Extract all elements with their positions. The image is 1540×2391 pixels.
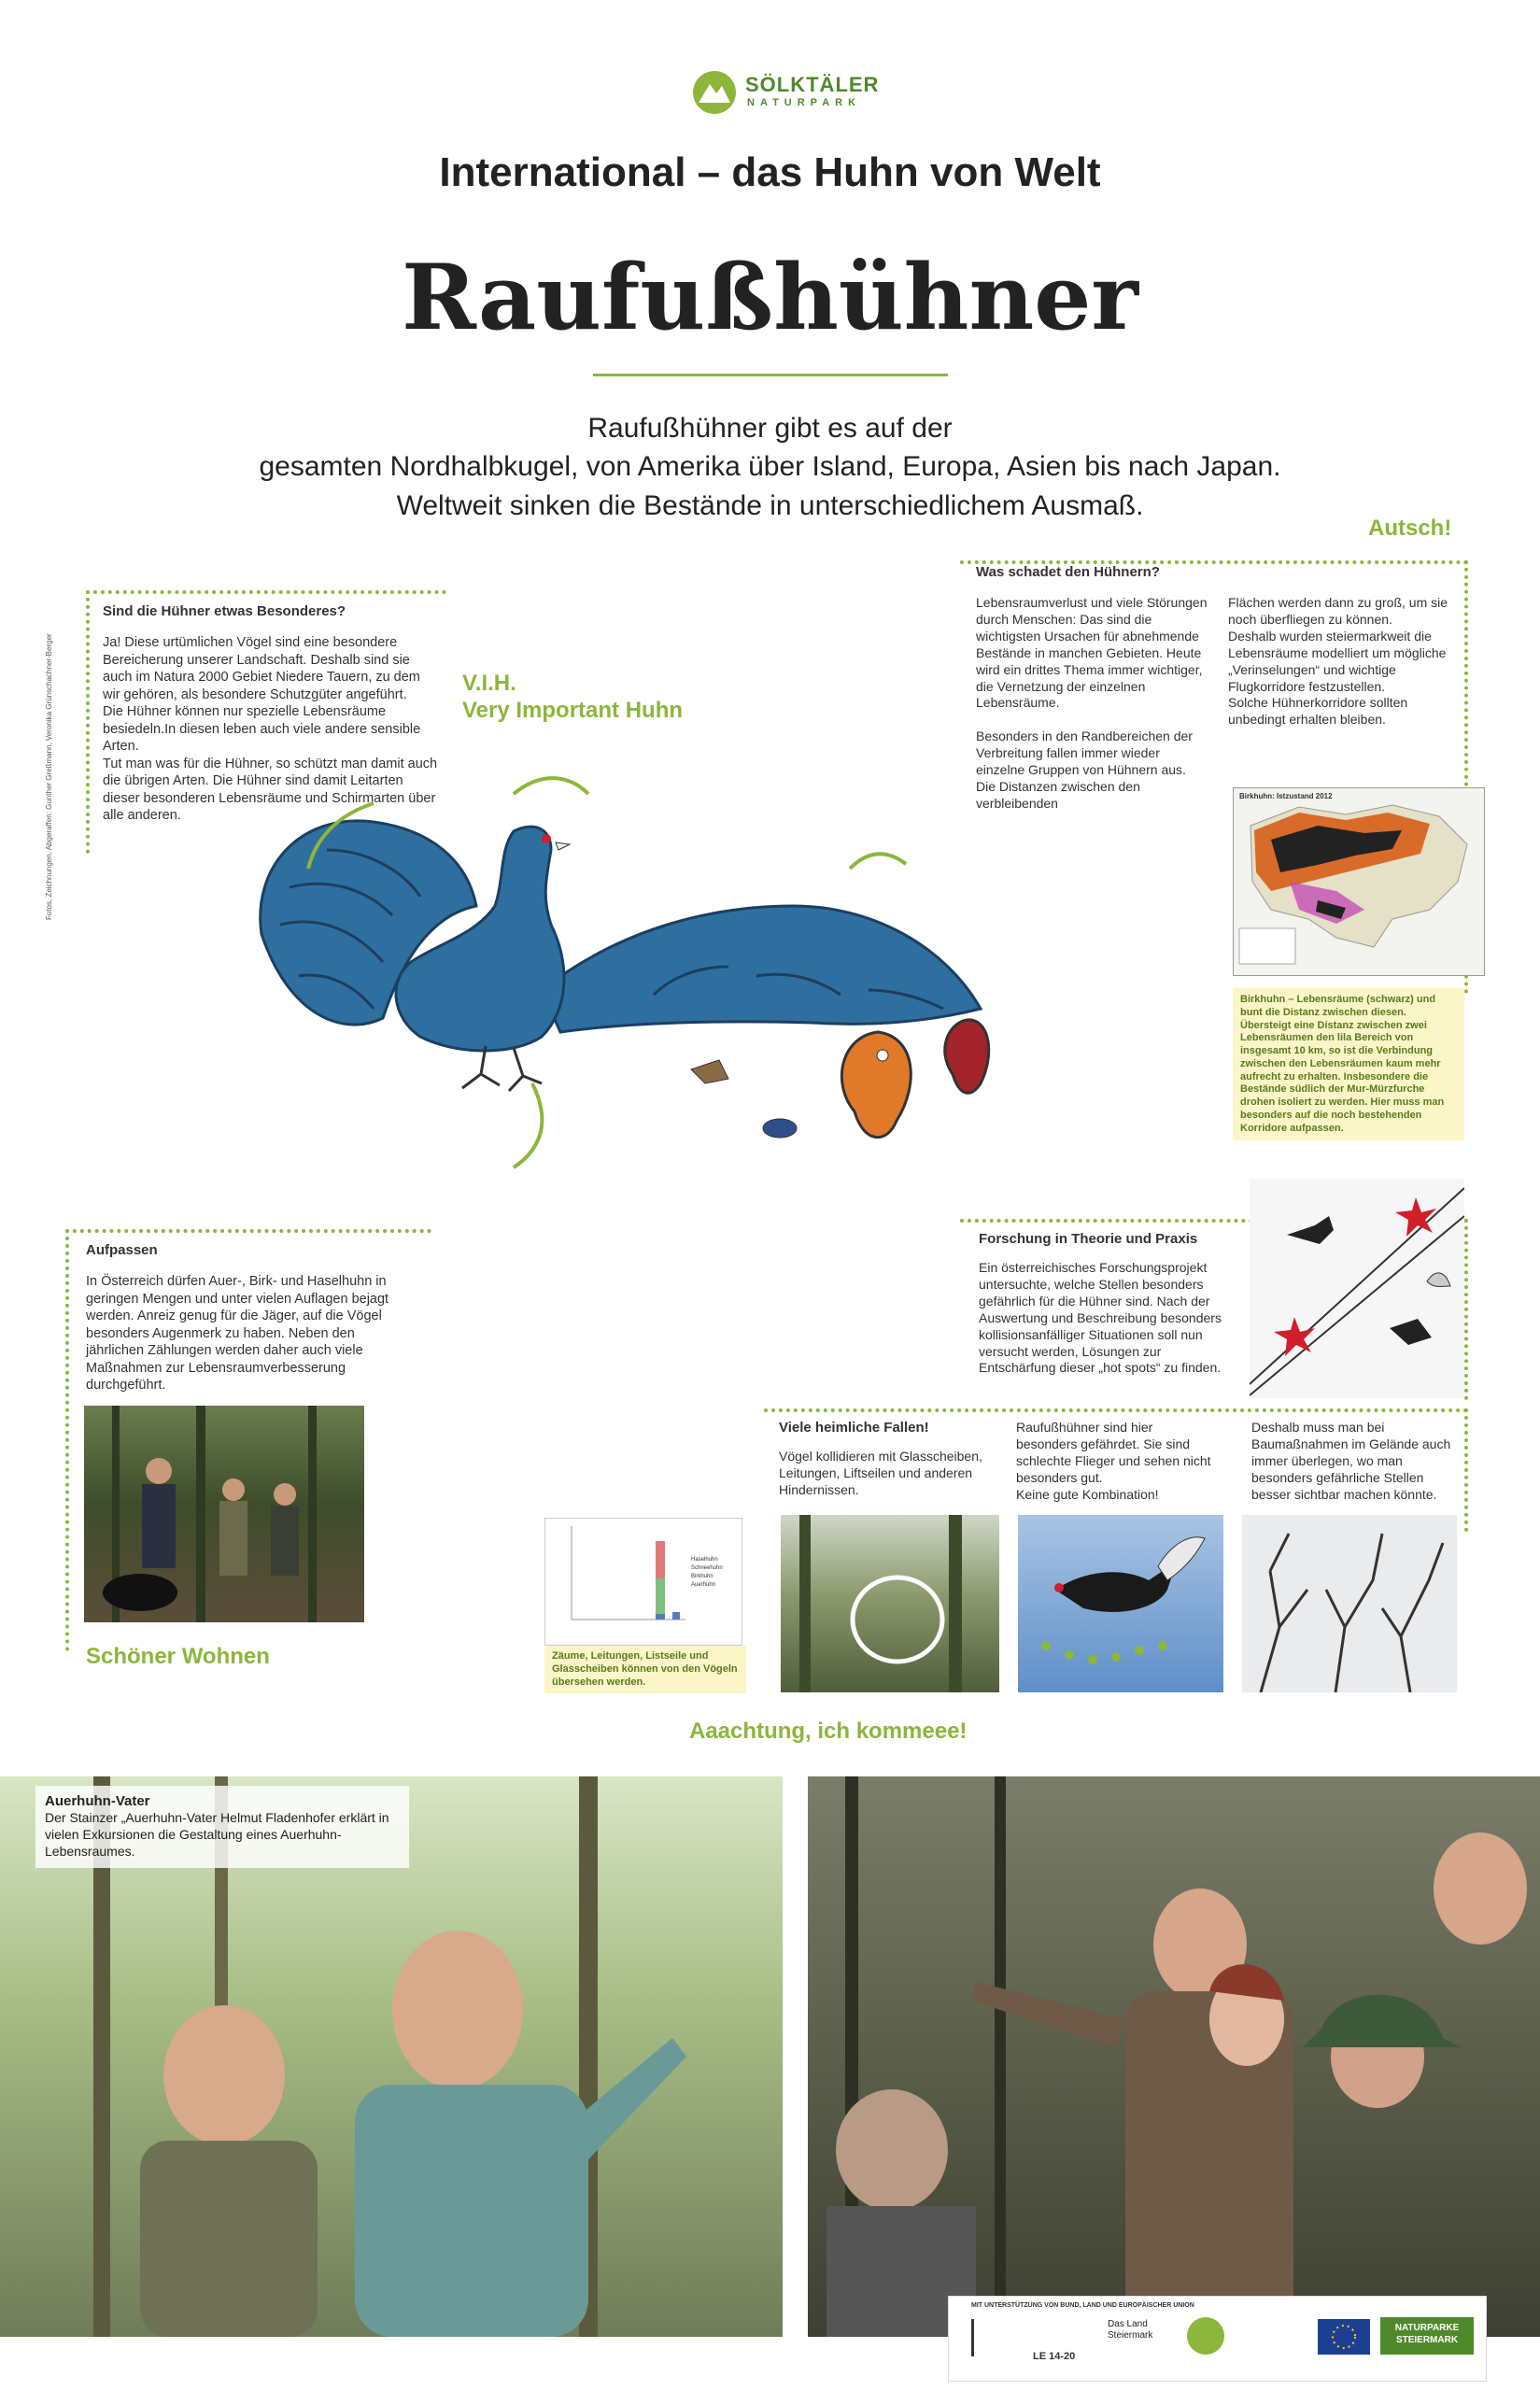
- title-rule: [593, 374, 948, 376]
- map-caption: Birkhuhn – Lebensräume (schwarz) und bunt die Distanz zwischen diesen. Übersteigt eine Distanz zwischen zwei Lebensräumen den lila Bereich von insgesamt 10 km, so ist die Verbindung zwischen den Lebensräumen kaum mehr aufrecht zu erhalten. Insbesondere die Bestände südlich der Mur-Mürzfurche drohen isoliert zu werden. Hier muss man besonders auf die noch bestehenden Korridore aufpassen.: [1233, 988, 1464, 1140]
- box-research-content: [979, 1231, 1229, 1377]
- box-harm-col1: Lebensraumverlust und viele Störungen durch Menschen: Das sind die wichtigsten Ursachen für abnehmende Bestände in manchen Gebieten. Heute wird ein drittes Thema immer wichtiger, die Vernetzung der einzelnen Lebensräume. Besonders in den Randbereichen der Verbreitung fallen immer wieder einzelne Gruppen von Hühnern aus. Die Distanzen zwischen den verbleibenden: [976, 595, 1208, 811]
- box-watch-title: Aufpassen: [86, 1242, 158, 1258]
- photo-caption: [35, 1786, 409, 1868]
- chart-legend-item: Schneehuhn: [691, 1565, 723, 1571]
- habitat-map: [1233, 787, 1485, 976]
- tag-autsch: Autsch!: [1368, 516, 1452, 541]
- box-research-text: Ein österreichisches Forschungsprojekt untersuchte, welche Stellen besonders gefährlich für die Hühner sind. Nach der Auswertung und Beschreibung besonders kollisionsanfälliger Situationen soll nun versucht werden, Lösungen zur Entschärfung dieser „hot spots“ zu finden.: [979, 1260, 1222, 1376]
- beetle-icon: [763, 1119, 797, 1138]
- intro: [0, 409, 1540, 525]
- sponsor-heading: MIT UNTERSTÜTZUNG VON BUND, LAND UND EUROPÄISCHER UNION: [971, 2302, 1194, 2309]
- box-traps-content: [779, 1420, 984, 1499]
- eu-leader-logo: [1187, 2317, 1224, 2355]
- tag-vih-line1: V.I.H.: [462, 671, 516, 696]
- flying-grouse-photo: [1018, 1515, 1223, 1692]
- intro-line: Weltweit sinken die Bestände in unterschiedlichem Ausmaß.: [396, 489, 1144, 521]
- chart-legend-item: Auerhuhn: [691, 1582, 716, 1588]
- box-harm-title: Was schadet den Hühnern?: [976, 564, 1160, 580]
- chart-legend-item: Birkhuhn: [691, 1574, 713, 1579]
- bird-collision-icon: [1250, 1179, 1464, 1398]
- logo: [691, 67, 878, 123]
- branches-photo: [1242, 1515, 1457, 1692]
- forest-photo: [781, 1515, 999, 1692]
- tag-vih-line2: Very Important Huhn: [462, 697, 684, 723]
- excursion-photo: [808, 1776, 1540, 2337]
- intro-line: Raufußhühner gibt es auf der: [587, 413, 953, 444]
- chart-caption: Zäume, Leitungen, Listseile und Glasscheiben können von den Vögeln übersehen werden.: [544, 1646, 746, 1693]
- chart-legend: [691, 1556, 723, 1590]
- le-logo: LE 14-20: [1033, 2351, 1076, 2362]
- hazel-grouse-icon: [841, 1032, 911, 1138]
- naturparke-logo: NATURPARKE STEIERMARK: [1380, 2317, 1474, 2355]
- box-harm-content: [976, 564, 1462, 580]
- branches-icon: [1242, 1515, 1457, 1692]
- collision-illustration: [1250, 1179, 1464, 1398]
- tag-schoener: Schöner Wohnen: [86, 1644, 270, 1669]
- chart-legend-item: Haselhuhn: [691, 1557, 718, 1563]
- box-traps-text2: Raufußhühner sind hier besonders gefährdet. Sie sind schlechte Flieger und sehen nicht besonders gut. Keine gute Kombination!: [1016, 1420, 1211, 1502]
- ministry-logo: [971, 2319, 1030, 2356]
- land-logo: Das Land Steiermark: [1108, 2319, 1153, 2341]
- forest-people-icon: [84, 1406, 364, 1622]
- page-title: Raufußhühner: [402, 245, 1138, 350]
- box-traps-title: Viele heimliche Fallen!: [779, 1420, 929, 1436]
- map-title: Birkhuhn: Istzustand 2012: [1239, 792, 1333, 800]
- mountain-logo-icon: [691, 69, 738, 116]
- logo-sub: NATURPARK: [747, 97, 862, 108]
- intro-line: gesamten Nordhalbkugel, von Amerika über Island, Europa, Asien bis nach Japan.: [259, 451, 1281, 483]
- hunters-photo: [84, 1406, 364, 1622]
- box-traps-text: Vögel kollidieren mit Glasscheiben, Leitungen, Liftseilen und anderen Hindernissen.: [779, 1449, 982, 1497]
- box-traps-text3: Deshalb muss man bei Baumaßnahmen im Gelände auch immer überlegen, wo man besonders gefährliche Stellen besser sichtbar machen könnte.: [1251, 1420, 1451, 1502]
- forest-circle-icon: [781, 1515, 999, 1692]
- tag-aachtung: Aaachtung, ich kommeee!: [689, 1719, 968, 1744]
- sponsor-bar: [948, 2296, 1487, 2382]
- grouse-illustration: [233, 775, 1074, 1224]
- box-harm-col2: Flächen werden dann zu groß, um sie noch überfliegen zu können. Deshalb wurden steiermarkweit die Lebensräume modelliert um mögliche „Verinselungen“ und wichtige Flugkorridore festzustellen. Solche Hühnerkorridore sollten unbedingt erhalten bleiben.: [1228, 595, 1448, 728]
- kicker: International – das Huhn von Welt: [439, 149, 1101, 195]
- flying-capercaillie-icon: [1018, 1515, 1223, 1692]
- excursion-group-icon: [808, 1776, 1540, 2337]
- box-research-title: Forschung in Theorie und Praxis: [979, 1231, 1198, 1247]
- box-special-text: Ja! Diese urtümlichen Vögel sind eine besondere Bereicherung unserer Landschaft. Deshalb sind sie auch im Natura 2000 Gebiet Niedere Tauern, zu dem wir gehören, als besondere Schutzgüter angeführt. Die Hühner können nur spezielle Lebensräume besiedeln.In diesen leben auch viele andere sensible Arten. Tut man was für die Hühner, so schützt man damit auch die übrigen Arten. Die Hühner sind damit Leitarten dieser besonderen Lebensräume und Schirmarten über alle anderen.: [103, 635, 438, 824]
- logo-name: SÖLKTÄLER: [745, 73, 880, 96]
- caption-text: Der Stainzer „Auerhuhn-Vater Helmut Fladenhofer erklärt in vielen Exkursionen die Gestaltung eines Auerhuhn-Lebensraumes.: [45, 1810, 389, 1860]
- insect-icon: [691, 1060, 728, 1083]
- styria-map-icon: [1234, 788, 1482, 973]
- box-watch-text: In Österreich dürfen Auer-, Birk- und Haselhuhn in geringen Mengen und unter vielen Auflagen bejagt werden. Anreiz genug für die Jäger, auf die Vögel besonders Augenmerk zu haben. Neben den jährlichen Zählungen werden daher auch viele Maßnahmen zur Lebensraumverbesserung durchgeführt.: [86, 1274, 389, 1394]
- capercaillie-wing-icon: [542, 906, 981, 1032]
- caption-title: Auerhuhn-Vater: [45, 1793, 150, 1809]
- photo-credits: Fotos, Zeichnungen, Abgeraffen: Gunther Greßmann, Veronika Grünschachner-Berger: [45, 633, 53, 920]
- box-special-title: Sind die Hühner etwas Besonderes?: [103, 603, 346, 619]
- red-grouse-icon: [945, 1020, 989, 1093]
- tag-vih: [462, 671, 683, 725]
- eu-flag-icon: [1318, 2319, 1370, 2355]
- box-watch-content: [86, 1242, 403, 1394]
- collision-chart: [544, 1518, 742, 1646]
